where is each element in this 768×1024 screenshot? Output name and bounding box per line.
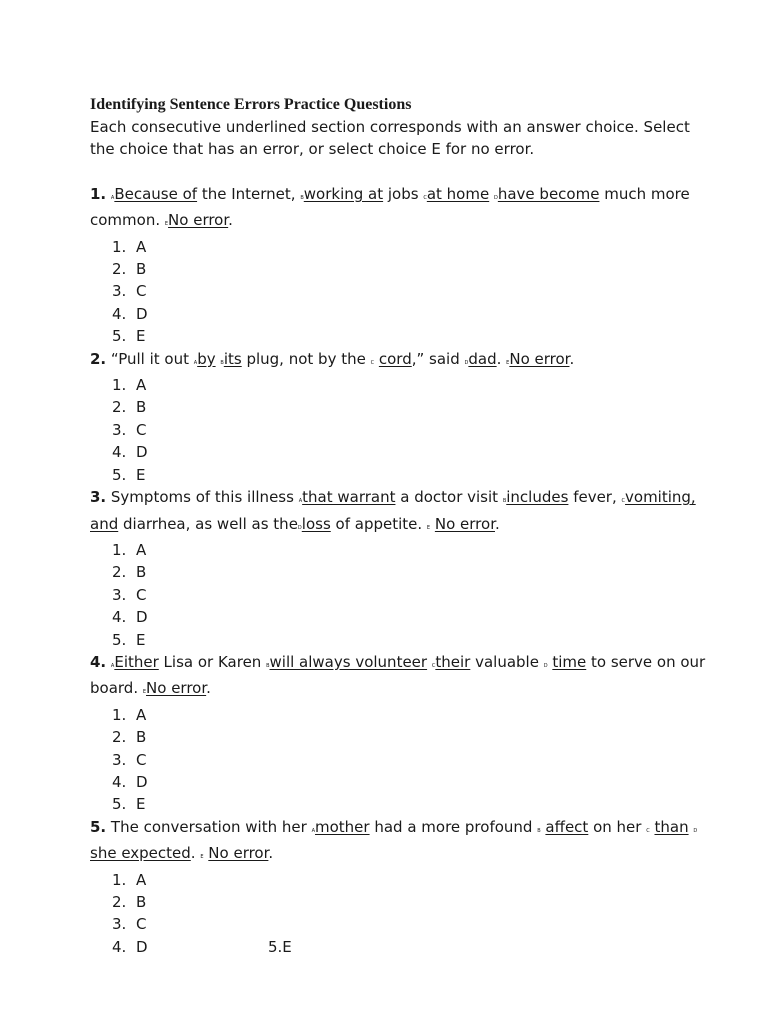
sentence-text: Lisa or Karen <box>158 652 267 671</box>
choice-marker: A <box>298 498 303 505</box>
choice-letter: C <box>136 750 147 769</box>
underlined-segment: will always volunteer <box>269 652 428 671</box>
sentence-text: diarrhea, as well as the <box>118 514 298 533</box>
choice-marker: E <box>506 359 510 366</box>
choice-number: 4. <box>112 937 127 956</box>
underlined-segment: No error <box>509 349 570 368</box>
answer-choice-c[interactable] <box>90 280 710 302</box>
underlined-segment: affect <box>545 817 589 836</box>
question-number: 3. <box>90 488 107 507</box>
underlined-segment: time <box>552 652 587 671</box>
underlined-segment: No error <box>434 514 495 533</box>
page-title: Identifying Sentence Errors Practice Questions <box>90 96 412 113</box>
answer-choice-a[interactable] <box>90 704 710 726</box>
underlined-segment: Either <box>114 652 159 671</box>
sentence-text: . <box>190 844 201 863</box>
choice-number: 2. <box>112 398 127 417</box>
underlined-segment: includes <box>506 488 569 507</box>
question-1 <box>90 183 710 236</box>
instructions-text: Each consecutive underlined section corresponds with an answer choice. Select the choice that has an error, or select choice E for no error. <box>90 118 690 159</box>
sentence-text: of appetite. <box>330 514 427 533</box>
underlined-segment: that warrant <box>302 488 396 507</box>
choice-marker: C <box>423 194 427 201</box>
choice-marker: A <box>311 827 315 834</box>
choice-letter: B <box>136 893 147 911</box>
sentence-text: . <box>496 349 507 368</box>
choice-letter: C <box>136 420 147 439</box>
answer-choice-c[interactable] <box>90 584 710 606</box>
underlined-segment: vomiting, and <box>90 488 696 533</box>
choice-letter: A <box>136 376 147 395</box>
choice-number: 5. <box>112 630 127 649</box>
answer-choices <box>90 704 710 816</box>
answer-choices <box>90 539 710 651</box>
choice-marker: A <box>193 359 198 366</box>
choice-letter: E <box>136 795 146 814</box>
choice-letter: A <box>136 870 147 889</box>
choice-letter: E <box>136 465 146 484</box>
underlined-segment: than <box>654 817 689 836</box>
answer-choice-b[interactable] <box>90 726 710 748</box>
choice-letter: A <box>136 237 147 256</box>
choice-letter: D <box>136 608 148 627</box>
answer-choice-d[interactable] <box>90 303 710 325</box>
choice-letter: D <box>136 937 148 956</box>
sentence-text: ,” said <box>411 349 465 368</box>
question-number: 4. <box>90 652 107 671</box>
underlined-segment: mother <box>314 817 370 836</box>
answer-choice-e[interactable] <box>90 793 710 815</box>
answer-choice-c[interactable] <box>90 913 710 935</box>
question-list <box>90 183 710 958</box>
choice-number: 2. <box>112 728 127 747</box>
choice-number: 2. <box>112 260 127 279</box>
answer-choice-e-inline[interactable]: 5.E <box>268 937 292 956</box>
question-number: 1. <box>90 184 107 203</box>
answer-choice-b[interactable] <box>90 561 710 583</box>
choice-letter: D <box>136 772 148 791</box>
answer-choice-b[interactable] <box>90 891 710 913</box>
question-3 <box>90 486 710 539</box>
choice-number: 1. <box>112 237 127 256</box>
sentence-text: . <box>206 679 211 698</box>
underlined-segment: dad <box>468 349 497 368</box>
choice-number: 3. <box>112 750 127 769</box>
choice-letter: E <box>136 630 146 649</box>
answer-choice-e[interactable] <box>90 325 710 347</box>
choice-letter: A <box>136 705 147 724</box>
question-5 <box>90 816 710 869</box>
question-2 <box>90 348 710 374</box>
sentence-text: on her <box>588 817 647 836</box>
sentence-text: “Pull it out <box>106 349 194 368</box>
sentence-text: . <box>494 514 500 533</box>
underlined-segment: No error <box>146 679 207 698</box>
choice-letter: D <box>136 304 148 323</box>
choice-letter: E <box>136 327 146 346</box>
answer-choice-d[interactable] <box>90 771 710 793</box>
answer-choice-a[interactable] <box>90 374 710 396</box>
answer-choice-c[interactable] <box>90 749 710 771</box>
choice-marker: B <box>502 498 507 505</box>
underlined-segment: she expected <box>90 844 191 863</box>
underlined-segment: at home <box>426 184 490 203</box>
choice-marker: E <box>164 221 169 228</box>
choice-number: 4. <box>112 443 127 462</box>
choice-letter: C <box>136 915 147 934</box>
question-4 <box>90 651 710 704</box>
choice-marker: B <box>537 827 541 834</box>
choice-marker: A <box>110 194 115 201</box>
answer-choice-d[interactable] <box>90 441 710 463</box>
choice-marker: B <box>300 194 304 201</box>
choice-marker: E <box>142 689 147 696</box>
choice-marker: D <box>543 662 548 669</box>
choice-number: 3. <box>112 420 127 439</box>
choice-number: 1. <box>112 540 127 559</box>
sentence-text: Symptoms of this illness <box>106 488 299 507</box>
choice-letter: A <box>136 540 147 559</box>
sentence-text: . <box>228 211 233 230</box>
underlined-segment: No error <box>168 211 229 230</box>
answer-choices <box>90 869 710 959</box>
choice-letter: B <box>136 398 147 417</box>
choice-letter: B <box>136 728 147 747</box>
question-number: 5. <box>90 817 107 836</box>
choice-number: 1. <box>112 376 127 395</box>
choice-number: 5. <box>112 795 127 814</box>
choice-marker: E <box>200 854 204 861</box>
choice-number: 3. <box>112 915 127 934</box>
answer-choice-b[interactable] <box>90 396 710 418</box>
choice-marker: C <box>646 827 650 834</box>
choice-number: 1. <box>112 870 127 889</box>
choice-marker: A <box>110 662 115 669</box>
sentence-text: . <box>268 844 274 863</box>
choice-marker: E <box>426 524 431 531</box>
underlined-segment: working at <box>303 184 384 203</box>
choice-letter: D <box>136 443 148 462</box>
choice-number: 2. <box>112 563 127 582</box>
underlined-segment: their <box>435 652 471 671</box>
choice-number: 4. <box>112 304 127 323</box>
sentence-text: to serve on our board. <box>90 652 706 698</box>
underlined-segment: have become <box>497 184 600 203</box>
choice-marker: B <box>266 662 270 669</box>
answer-choice-a[interactable] <box>90 236 710 258</box>
answer-choice-c[interactable] <box>90 419 710 441</box>
choice-number: 4. <box>112 608 127 627</box>
sentence-text: had a more profound <box>369 817 538 836</box>
underlined-segment: by <box>197 349 216 368</box>
sentence-text: . <box>569 349 575 368</box>
answer-choice-a[interactable] <box>90 539 710 561</box>
choice-number: 2. <box>112 893 127 911</box>
underlined-segment: its <box>223 349 242 368</box>
choice-marker: D <box>297 524 302 531</box>
choice-number: 1. <box>112 705 127 724</box>
underlined-segment: cord <box>378 349 412 368</box>
sentence-text: The conversation with her <box>106 817 312 836</box>
choice-number: 3. <box>112 585 127 604</box>
answer-choice-b[interactable] <box>90 258 710 280</box>
document-body <box>90 94 710 958</box>
sentence-text: fever, <box>568 488 622 507</box>
answer-choices <box>90 374 710 486</box>
sentence-text: jobs <box>383 184 424 203</box>
choice-marker: D <box>493 194 498 201</box>
underlined-segment: Because of <box>114 184 198 203</box>
choice-marker: C <box>370 359 375 366</box>
answer-choice-d[interactable] <box>90 936 710 958</box>
question-number: 2. <box>90 349 107 368</box>
choice-number: 3. <box>112 282 127 301</box>
answer-choice-e[interactable] <box>90 464 710 486</box>
choice-marker: D <box>464 359 469 366</box>
sentence-text: the Internet, <box>197 184 301 203</box>
choice-number: 5. <box>112 327 127 346</box>
choice-letter: B <box>136 563 147 582</box>
choice-marker: D <box>693 827 698 834</box>
choice-number: 4. <box>112 772 127 791</box>
answer-choice-e[interactable] <box>90 629 710 651</box>
answer-choice-d[interactable] <box>90 606 710 628</box>
choice-marker: C <box>621 498 626 505</box>
choice-letter: C <box>136 282 147 301</box>
choice-letter: B <box>136 260 147 279</box>
sentence-text: a doctor visit <box>395 488 503 507</box>
choice-marker: B <box>220 359 224 366</box>
sentence-text: valuable <box>470 652 544 671</box>
answer-choices <box>90 236 710 348</box>
sentence-text: much more common. <box>90 184 690 230</box>
sentence-text: plug, not by the <box>241 349 371 368</box>
choice-letter: C <box>136 585 147 604</box>
underlined-segment: No error <box>208 844 269 863</box>
choice-number: 5. <box>112 465 127 484</box>
choice-marker: C <box>431 662 436 669</box>
answer-choice-a[interactable] <box>90 869 710 891</box>
underlined-segment: loss <box>301 514 331 533</box>
